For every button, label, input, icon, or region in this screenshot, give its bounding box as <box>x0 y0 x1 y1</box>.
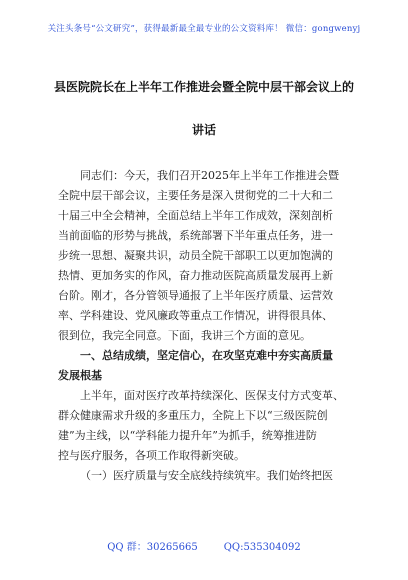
body-line: 群众健康需求升级的多重压力，全院上下以“三级医院创 <box>58 409 328 422</box>
document-title-continued: 讲话 <box>191 123 216 137</box>
body-line: 同志们：今天，我们召开2025年上半年工作推进会暨 <box>80 169 339 182</box>
body-line: 控与医疗服务，各项工作取得新突破。 <box>58 449 245 462</box>
document-title: 县医院院长在上半年工作推进会暨全院中层干部会议上的 <box>53 80 354 94</box>
body-line: 很到位，我完全同意。下面，我讲三个方面的意见。 <box>58 329 311 342</box>
body-line: 热情、更加务实的作风，奋力推动医院高质量发展再上新 <box>58 269 333 282</box>
body-line: 上半年，面对医疗改革持续深化、医保支付方式变革、 <box>80 389 344 402</box>
header-banner: 关注头条号“公文研究”，获得最新最全最专业的公文资料库！ 微信：gongwenyj <box>47 24 361 34</box>
footer-contact <box>0 538 408 553</box>
body-line: 全院中层干部会议，主要任务是深入贯彻党的二十大和二 <box>58 189 333 202</box>
body-line: 当前面临的形势与挑战，系统部署下半年重点任务，进一 <box>58 229 333 242</box>
footer-qq: QQ:535304092 <box>223 542 301 553</box>
body-line: 台阶。刚才，各分管领导通报了上半年医疗质量、运营效 <box>58 289 333 302</box>
footer-qq-group: QQ 群：30265665 <box>107 542 198 553</box>
document-body <box>58 166 358 486</box>
body-line: 建”为主线，以“学科能力提升年”为抓手，统筹推进防 <box>58 429 317 442</box>
section-heading-continued: 发展根基 <box>58 369 102 382</box>
subsection-line: （一）医疗质量与安全底线持续筑牢。我们始终把医 <box>80 469 333 482</box>
body-line: 十届三中全会精神，全面总结上半年工作成效，深刻剖析 <box>58 209 333 222</box>
section-heading: 一、总结成绩，坚定信心，在攻坚克难中夯实高质量 <box>80 349 333 362</box>
body-line: 步统一思想、凝聚共识，动员全院干部职工以更加饱满的 <box>58 249 333 262</box>
body-line: 率、学科建设、党风廉政等重点工作情况，讲得很具体、 <box>58 309 333 322</box>
